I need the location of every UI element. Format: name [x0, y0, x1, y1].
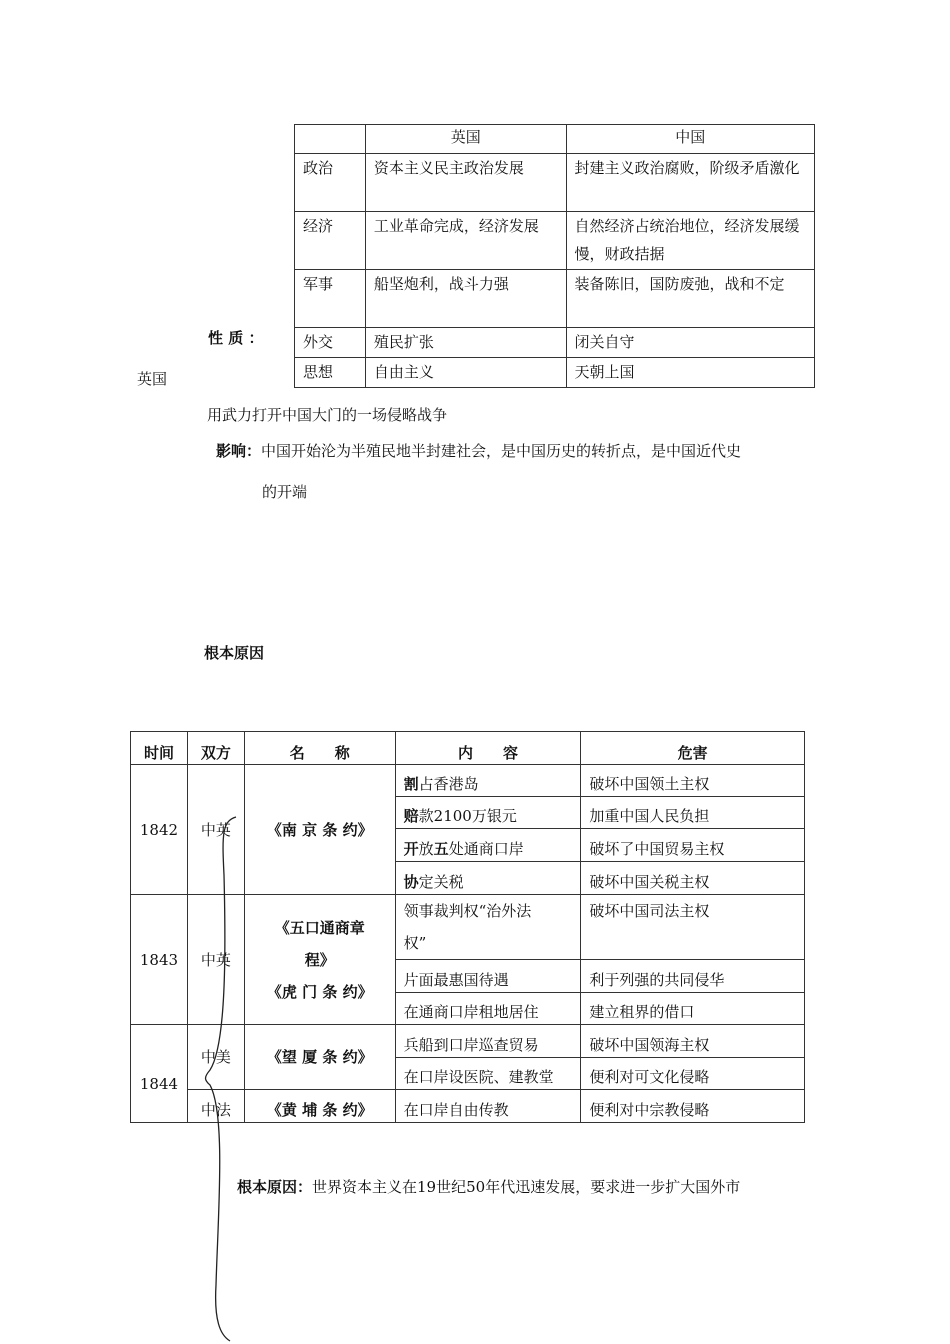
content-lead: 协: [403, 873, 419, 891]
content-cell: 在口岸设医院、建教堂: [395, 1058, 581, 1090]
content-lead: 五: [433, 840, 449, 858]
table-row: [295, 270, 815, 328]
aspect-cell: 思想: [295, 358, 366, 388]
content-cell: [395, 797, 581, 829]
root-cause-line: [237, 1176, 740, 1197]
table-row: [131, 765, 805, 797]
content-cell: [395, 862, 581, 895]
influence-line1: [216, 440, 741, 461]
parties-cell: 中英: [187, 765, 244, 895]
header-uk: 英国: [365, 125, 566, 154]
root-cause-heading: 根本原因: [204, 644, 265, 662]
header-parties: 双方: [187, 732, 244, 765]
uk-cell: 殖民扩张: [365, 328, 566, 358]
header-harm: 危害: [581, 732, 805, 765]
harm-cell: 利于列强的共同侵华: [581, 960, 805, 993]
content-rest: 款2100万银元: [418, 807, 517, 825]
harm-cell: 便利对中宗教侵略: [581, 1090, 805, 1123]
parties-cell: 中英: [187, 895, 244, 1025]
aspect-cell: 军事: [295, 270, 366, 328]
influence-line2: 的开端: [262, 483, 308, 501]
uk-cell: 工业革命完成，经济发展: [365, 212, 566, 270]
uk-cell: 资本主义民主政治发展: [365, 154, 566, 212]
table-row: [295, 212, 815, 270]
influence-label: 影响：: [216, 442, 262, 460]
harm-cell: 破坏中国关税主权: [581, 862, 805, 895]
year-cell: 1842: [131, 765, 188, 895]
content-rest: 定关税: [418, 873, 464, 891]
root-cause-label: 根本原因：: [237, 1178, 313, 1196]
treaty-name-line: 《虎 门 条 约》: [266, 982, 373, 1001]
cn-cell: 装备陈旧，国防废弛，战和不定: [566, 270, 815, 328]
aspect-cell: 外交: [295, 328, 366, 358]
root-cause-text: 世界资本主义在19世纪50年代迅速发展，要求进一步扩大国外市: [312, 1178, 741, 1196]
content-line: 领事裁判权“治外法: [403, 902, 532, 920]
content-cell: 片面最惠国待遇: [395, 960, 581, 993]
content-cell: 兵船到口岸巡查贸易: [395, 1025, 581, 1058]
parties-cell: 中美: [187, 1025, 244, 1090]
content-rest: 占香港岛: [418, 775, 479, 793]
content-line: 权”: [403, 934, 427, 952]
content-cell: 在口岸自由传教: [395, 1090, 581, 1123]
uk-cell: 船坚炮利，战斗力强: [365, 270, 566, 328]
content-rest: 处通商口岸: [448, 840, 524, 858]
content-rest: 放: [418, 840, 434, 858]
content-cell: [395, 895, 581, 960]
cn-cell: 自然经济占统治地位，经济发展缓慢，财政拮据: [566, 212, 815, 270]
treaty-name: [244, 895, 395, 1025]
aspect-cell: 政治: [295, 154, 366, 212]
harm-cell: 破坏中国司法主权: [581, 895, 805, 960]
nature-prefix: 英国: [137, 370, 168, 388]
year-cell: 1844: [131, 1025, 188, 1123]
harm-cell: 加重中国人民负担: [581, 797, 805, 829]
cn-cell: 天朝上国: [566, 358, 815, 388]
content-lead: 开: [403, 840, 419, 858]
treaty-name: 《望 厦 条 约》: [244, 1025, 395, 1090]
content-cell: [395, 829, 581, 862]
header-empty: [295, 125, 366, 154]
aspect-cell: 经济: [295, 212, 366, 270]
content-lead: 割: [403, 775, 419, 793]
nature-text: 用武力打开中国大门的一场侵略战争: [207, 406, 448, 424]
content-cell: [395, 765, 581, 797]
table-row: [295, 154, 815, 212]
treaty-name-line: 程》: [304, 950, 335, 969]
content-cell: 在通商口岸租地居住: [395, 993, 581, 1025]
harm-cell: 破坏中国领海主权: [581, 1025, 805, 1058]
influence-text: 中国开始沦为半殖民地半封建社会，是中国历史的转折点，是中国近代史: [261, 442, 742, 460]
harm-cell: 破坏了中国贸易主权: [581, 829, 805, 862]
comparison-table: [294, 124, 815, 388]
parties-cell: 中法: [187, 1090, 244, 1123]
table-row: [295, 358, 815, 388]
nature-label: 性 质 ：: [208, 329, 264, 347]
cn-cell: 封建主义政治腐败，阶级矛盾激化: [566, 154, 815, 212]
content-lead: 赔: [403, 807, 419, 825]
curly-brace-decoration: [196, 815, 246, 1344]
uk-cell: 自由主义: [365, 358, 566, 388]
treaty-name-line: 《五口通商章: [274, 918, 365, 937]
year-cell: 1843: [131, 895, 188, 1025]
treaty-name: 《南 京 条 约》: [244, 765, 395, 895]
harm-cell: 建立租界的借口: [581, 993, 805, 1025]
header-cn: 中国: [566, 125, 815, 154]
cn-cell: 闭关自守: [566, 328, 815, 358]
header-content: 内 容: [395, 732, 581, 765]
harm-cell: 破坏中国领土主权: [581, 765, 805, 797]
header-time: 时间: [131, 732, 188, 765]
treaty-name: 《黄 埔 条 约》: [244, 1090, 395, 1123]
harm-cell: 便利对可文化侵略: [581, 1058, 805, 1090]
table-row: [295, 328, 815, 358]
header-name: 名 称: [244, 732, 395, 765]
